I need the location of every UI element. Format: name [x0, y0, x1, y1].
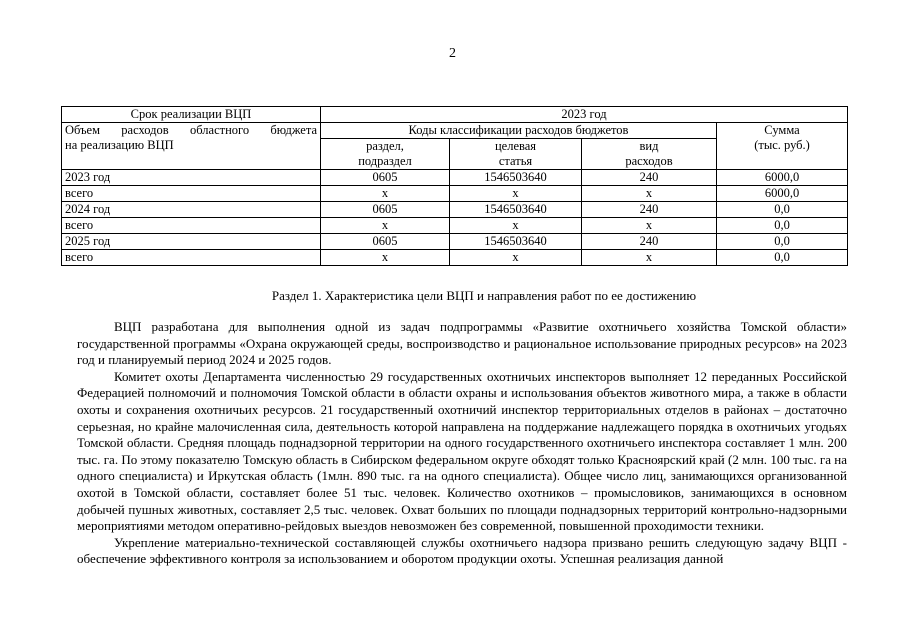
cell-section: х	[321, 186, 450, 202]
cell-sum: 0,0	[717, 202, 848, 218]
cell-sum: 6000,0	[717, 170, 848, 186]
cell-article: х	[450, 250, 582, 266]
cell-section: х	[321, 218, 450, 234]
cell-section: 0605	[321, 202, 450, 218]
cell-article: 1546503640	[450, 170, 582, 186]
kind-header: вид расходов	[582, 139, 717, 170]
cell-kind: х	[582, 250, 717, 266]
table-row	[62, 107, 848, 123]
table-row	[62, 234, 848, 250]
row-label: всего	[62, 218, 321, 234]
budget-table	[61, 106, 848, 266]
codes-header: Коды классификации расходов бюджетов	[321, 123, 717, 139]
cell-kind: х	[582, 218, 717, 234]
cell-article: 1546503640	[450, 234, 582, 250]
period-label: Срок реализации ВЦП	[62, 107, 321, 123]
cell-section: 0605	[321, 234, 450, 250]
table-row	[62, 170, 848, 186]
row-label: 2025 год	[62, 234, 321, 250]
table-row	[62, 218, 848, 234]
row-label: 2024 год	[62, 202, 321, 218]
cell-kind: 240	[582, 202, 717, 218]
row-label: всего	[62, 186, 321, 202]
page-number: 2	[449, 46, 456, 61]
cell-sum: 0,0	[717, 234, 848, 250]
article-header: целевая статья	[450, 139, 582, 170]
cell-article: х	[450, 218, 582, 234]
table-row	[62, 250, 848, 266]
cell-sum: 0,0	[717, 250, 848, 266]
volume-label: Объем расходов областного бюджета на реализацию ВЦП	[62, 123, 321, 170]
cell-kind: 240	[582, 234, 717, 250]
paragraph: Укрепление материально-технической составляющей службы охотничьего надзора призвано решить следующую задачу ВЦП - обеспечение эффективного контроля за использованием и оборотом продукции охоты. Успешная реализация данной	[77, 534, 847, 567]
cell-section: 0605	[321, 170, 450, 186]
cell-kind: х	[582, 186, 717, 202]
cell-sum: 6000,0	[717, 186, 848, 202]
row-label: 2023 год	[62, 170, 321, 186]
cell-article: х	[450, 186, 582, 202]
sum-header: Сумма (тыс. руб.)	[717, 123, 848, 170]
cell-sum: 0,0	[717, 218, 848, 234]
cell-article: 1546503640	[450, 202, 582, 218]
paragraph: ВЦП разработана для выполнения одной из задач подпрограммы «Развитие охотничьего хозяйства Томской области» государственной программы «Охрана окружающей среды, воспроизводство и рациональное использование природных ресурсов» на 2023 год и планируемый период 2024 и 2025 годов.	[77, 319, 847, 368]
section-title: Раздел 1. Характеристика цели ВЦП и направления работ по ее достижению	[271, 288, 697, 303]
table-row	[62, 202, 848, 218]
paragraph: Комитет охоты Департамента численностью 29 государственных охотничьих инспекторов выполняет 12 переданных Российской Федерацией полномочий и полномочия Томской области в области охраны и использования объектов животного мира, а также в области охоты и сохранения охотничьих ресурсов. 21 государственный охотничий инспектор территориальных отделов в районах – достаточно серьезная, но крайне малочисленная сила, деятельность которой направлена на поддержание надлежащего порядка в охотничьих угодьях Томской области. Средняя площадь поднадзорной территории на одного государственного охотничьего инспектора составляет 1 млн. 200 тыс. га. По этому показателю Томскую область в Сибирском федеральном округе обходят только Красноярский край (2 млн. 100 тыс. га на одного специалиста) и Иркутская область (1млн. 890 тыс. га на одного специалиста). Общее число лиц, занимающихся организованной охотой в Томской области, составляет более 51 тыс. человек. Количество охотников – промысловиков, занимающихся в основном добычей пушных животных, составляет 2,5 тыс. человек. Охват больших по площади поднадзорных территорий контрольно-надзорными мероприятиями методом оперативно-рейдовых выездов невозможен без современной, повышенной проходимости техники.	[77, 368, 847, 534]
period-value: 2023 год	[321, 107, 848, 123]
row-label: всего	[62, 250, 321, 266]
table-row	[62, 186, 848, 202]
cell-section: х	[321, 250, 450, 266]
body-text	[77, 319, 847, 568]
cell-kind: 240	[582, 170, 717, 186]
section-header: раздел, подраздел	[321, 139, 450, 170]
table-row	[62, 123, 848, 139]
